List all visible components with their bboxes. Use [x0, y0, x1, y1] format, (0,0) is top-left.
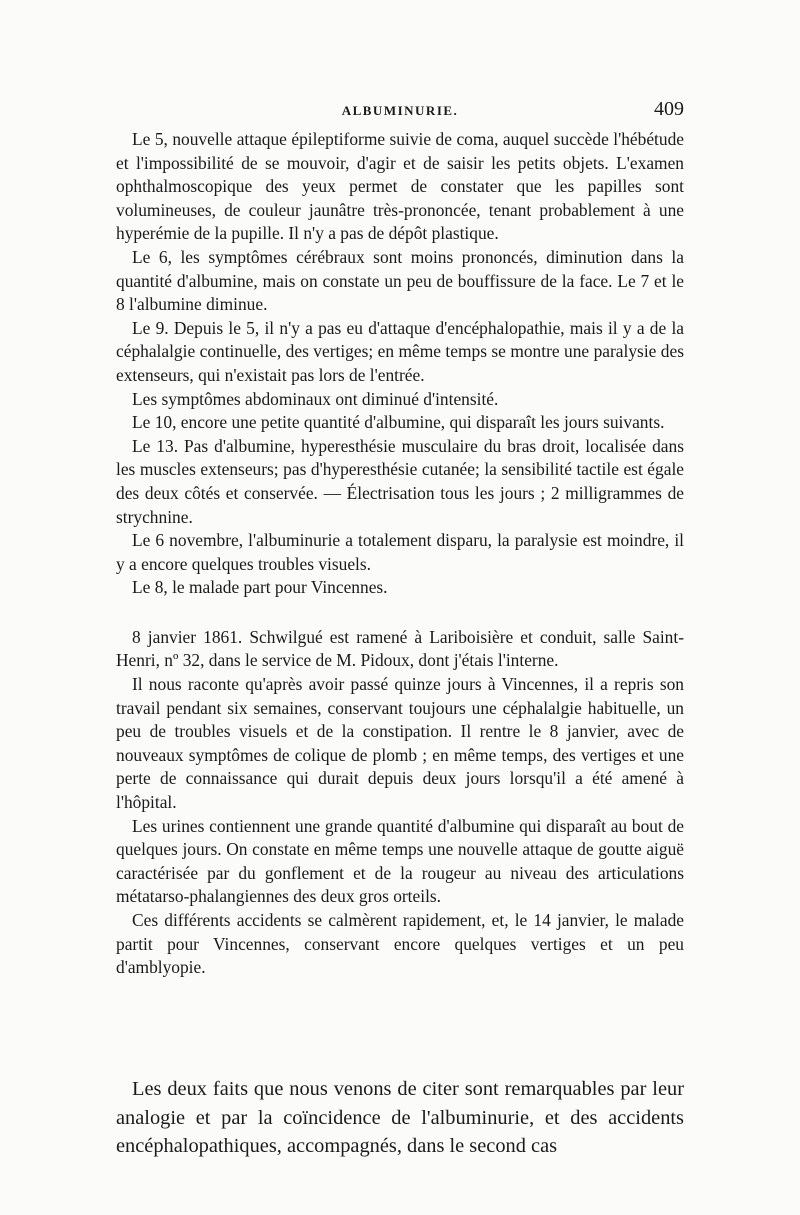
paragraph: Les symptômes abdominaux ont diminué d'intensité.: [132, 388, 499, 409]
paragraph: Le 10, encore une petite quantité d'albumine, qui disparaît les jours suivants.: [132, 412, 665, 433]
case-notes: [116, 128, 684, 980]
paragraph: Le 6 novembre, l'albuminurie a totalement disparu, la paralysie est moindre, il y a encore quelques troubles visuels.: [116, 530, 684, 574]
commentary: [116, 1075, 684, 1161]
paragraph: Le 5, nouvelle attaque épileptiforme suivie de coma, auquel succède l'hébétude et l'impossibilité de se mouvoir, d'agir et de saisir les petits objets. L'examen ophthalmoscopique des yeux permet de constater que les papilles sont volumineuses, de couleur jaunâtre très-prononcée, tenant probablement à une hyperémie de la pupille. Il n'y a pas de dépôt plastique.: [116, 129, 684, 244]
running-title: ALBUMINURIE.: [341, 103, 459, 118]
closing-paragraph: Les deux faits que nous venons de citer sont remarquables par leur analogie et par la coïncidence de l'albuminurie, et des accidents encéphalopathiques, accompagnés, dans le second cas: [116, 1078, 684, 1158]
paragraph: Les urines contiennent une grande quantité d'albumine qui disparaît au bout de quelques jours. On constate en même temps une nouvelle attaque de goutte aiguë caractérisée par du gonflement et de la rougeur au niveau des articulations métatarso-phalangiennes des deux gros orteils.: [116, 815, 684, 907]
paragraph: Le 6, les symptômes cérébraux sont moins prononcés, diminution dans la quantité d'albumine, mais on constate un peu de bouffissure de la face. Le 7 et le 8 l'albumine diminue.: [116, 246, 684, 315]
paragraph: 8 janvier 1861. Schwilgué est ramené à Lariboisière et conduit, salle Saint-Henri, nº 32, dans le service de M. Pidoux, dont j'étais l'interne.: [116, 626, 684, 671]
paragraph: Ces différents accidents se calmèrent rapidement, et, le 14 janvier, le malade partit pour Vincennes, conservant encore quelques vertiges et un peu d'amblyopie.: [116, 910, 684, 978]
section-gap: [116, 600, 684, 626]
paragraph: Le 9. Depuis le 5, il n'y a pas eu d'attaque d'encéphalopathie, mais il y a de la céphalalgie continuelle, des vertiges; en même temps se montre une paralysie des extenseurs, qui n'existait pas lors de l'entrée.: [116, 317, 684, 385]
paragraph: Il nous raconte qu'après avoir passé quinze jours à Vincennes, il a repris son travail pendant six semaines, conservant toujours une céphalalgie habituelle, un peu de troubles visuels et de la constipation. Il rentre le 8 janvier, avec de nouveaux symptômes de colique de plomb ; en même temps, des vertiges et une perte de connaissance qui durait depuis deux jours lorsqu'il a été amené à l'hôpital.: [116, 674, 684, 813]
paragraph: Le 8, le malade part pour Vincennes.: [132, 577, 388, 598]
paragraph: Le 13. Pas d'albumine, hyperesthésie musculaire du bras droit, localisée dans les muscles extenseurs; pas d'hyperesthésie cutanée; la sensibilité tactile est égale des deux côtés et conservée. — Électrisation tous les jours ; 2 milligrammes de strychnine.: [116, 435, 684, 527]
running-head: [116, 98, 684, 122]
page-number: 409: [654, 98, 684, 120]
